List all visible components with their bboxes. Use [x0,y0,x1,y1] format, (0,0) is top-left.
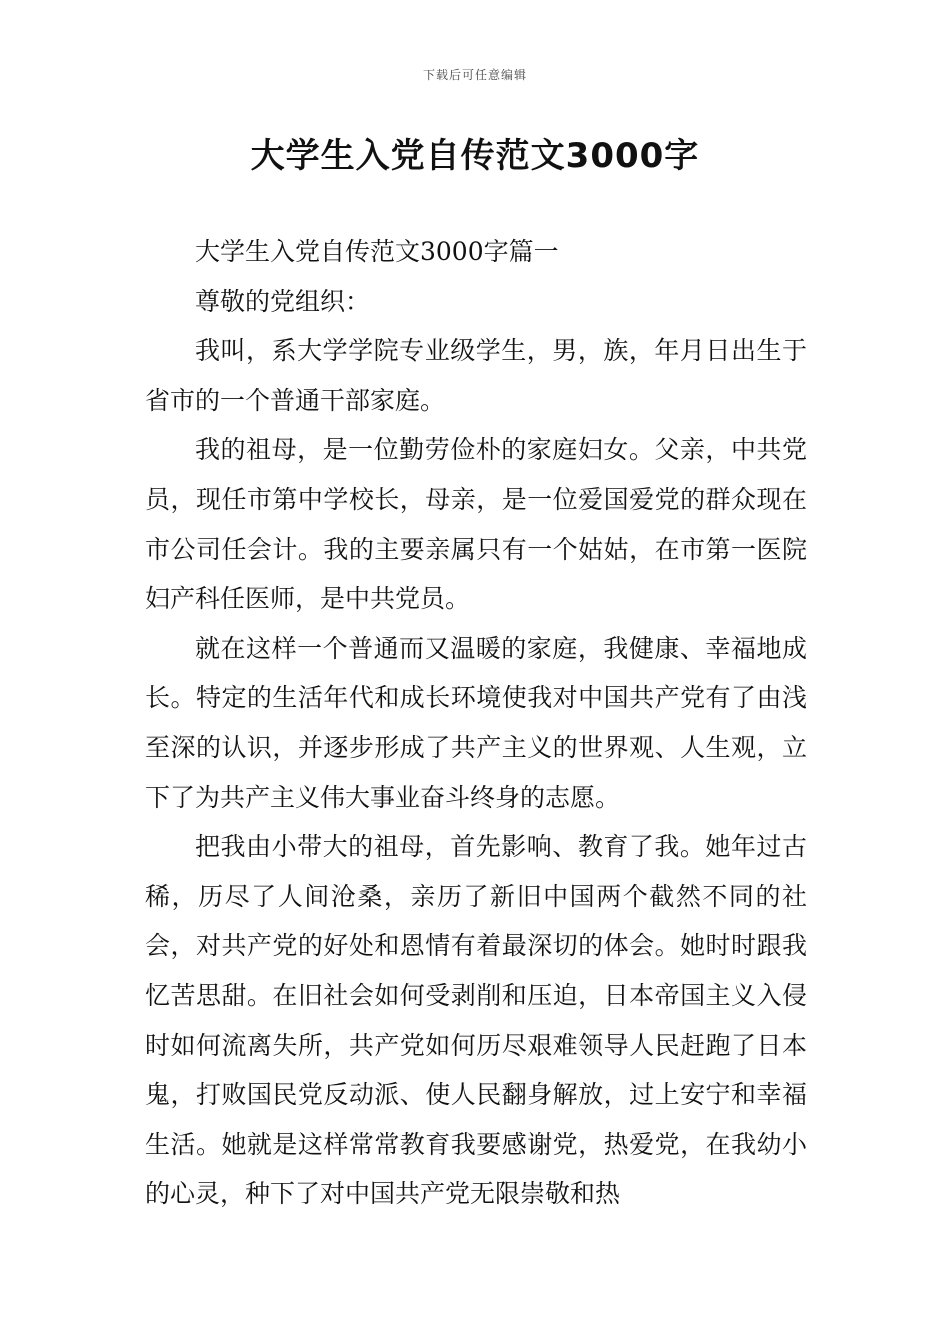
document-title: 大学生入党自传范文3000字 [250,136,700,176]
paragraph-growth: 就在这样一个普通而又温暖的家庭，我健康、幸福地成长。特定的生活年代和成长环境使我对中国共产党有了由浅至深的认识，并逐步形成了共产主义的世界观、人生观，立下了为共产主义伟大事业奋斗终身的志愿。 [145,633,807,812]
salutation: 尊敬的党组织： [195,286,371,316]
document-body [145,227,807,1219]
section-heading: 大学生入党自传范文3000字篇一 [195,237,559,266]
paragraph-family: 我的祖母，是一位勤劳俭朴的家庭妇女。父亲，中共党员，现任市第中学校长，母亲，是一位爱国爱党的群众现在市公司任会计。我的主要亲属只有一个姑姑，在市第一医院妇产科任医师，是中共党员。 [145,435,807,614]
paragraph-intro: 我叫，系大学学院专业级学生，男，族，年月日出生于省市的一个普通干部家庭。 [145,336,807,415]
paragraph-grandmother: 把我由小带大的祖母，首先影响、教育了我。她年过古稀，历尽了人间沧桑，亲历了新旧中国两个截然不同的社会，对共产党的好处和恩情有着最深切的体会。她时时跟我忆苦思甜。在旧社会如何受剥削和压迫，日本帝国主义入侵时如何流离失所，共产党如何历尽艰难领导人民赶跑了日本鬼，打败国民党反动派、使人民翻身解放，过上安宁和幸福生活。她就是这样常常教育我要感谢党，热爱党，在我幼小的心灵，种下了对中国共产党无限崇敬和热 [145,832,807,1209]
header-note: 下载后可任意编辑 [422,68,527,82]
